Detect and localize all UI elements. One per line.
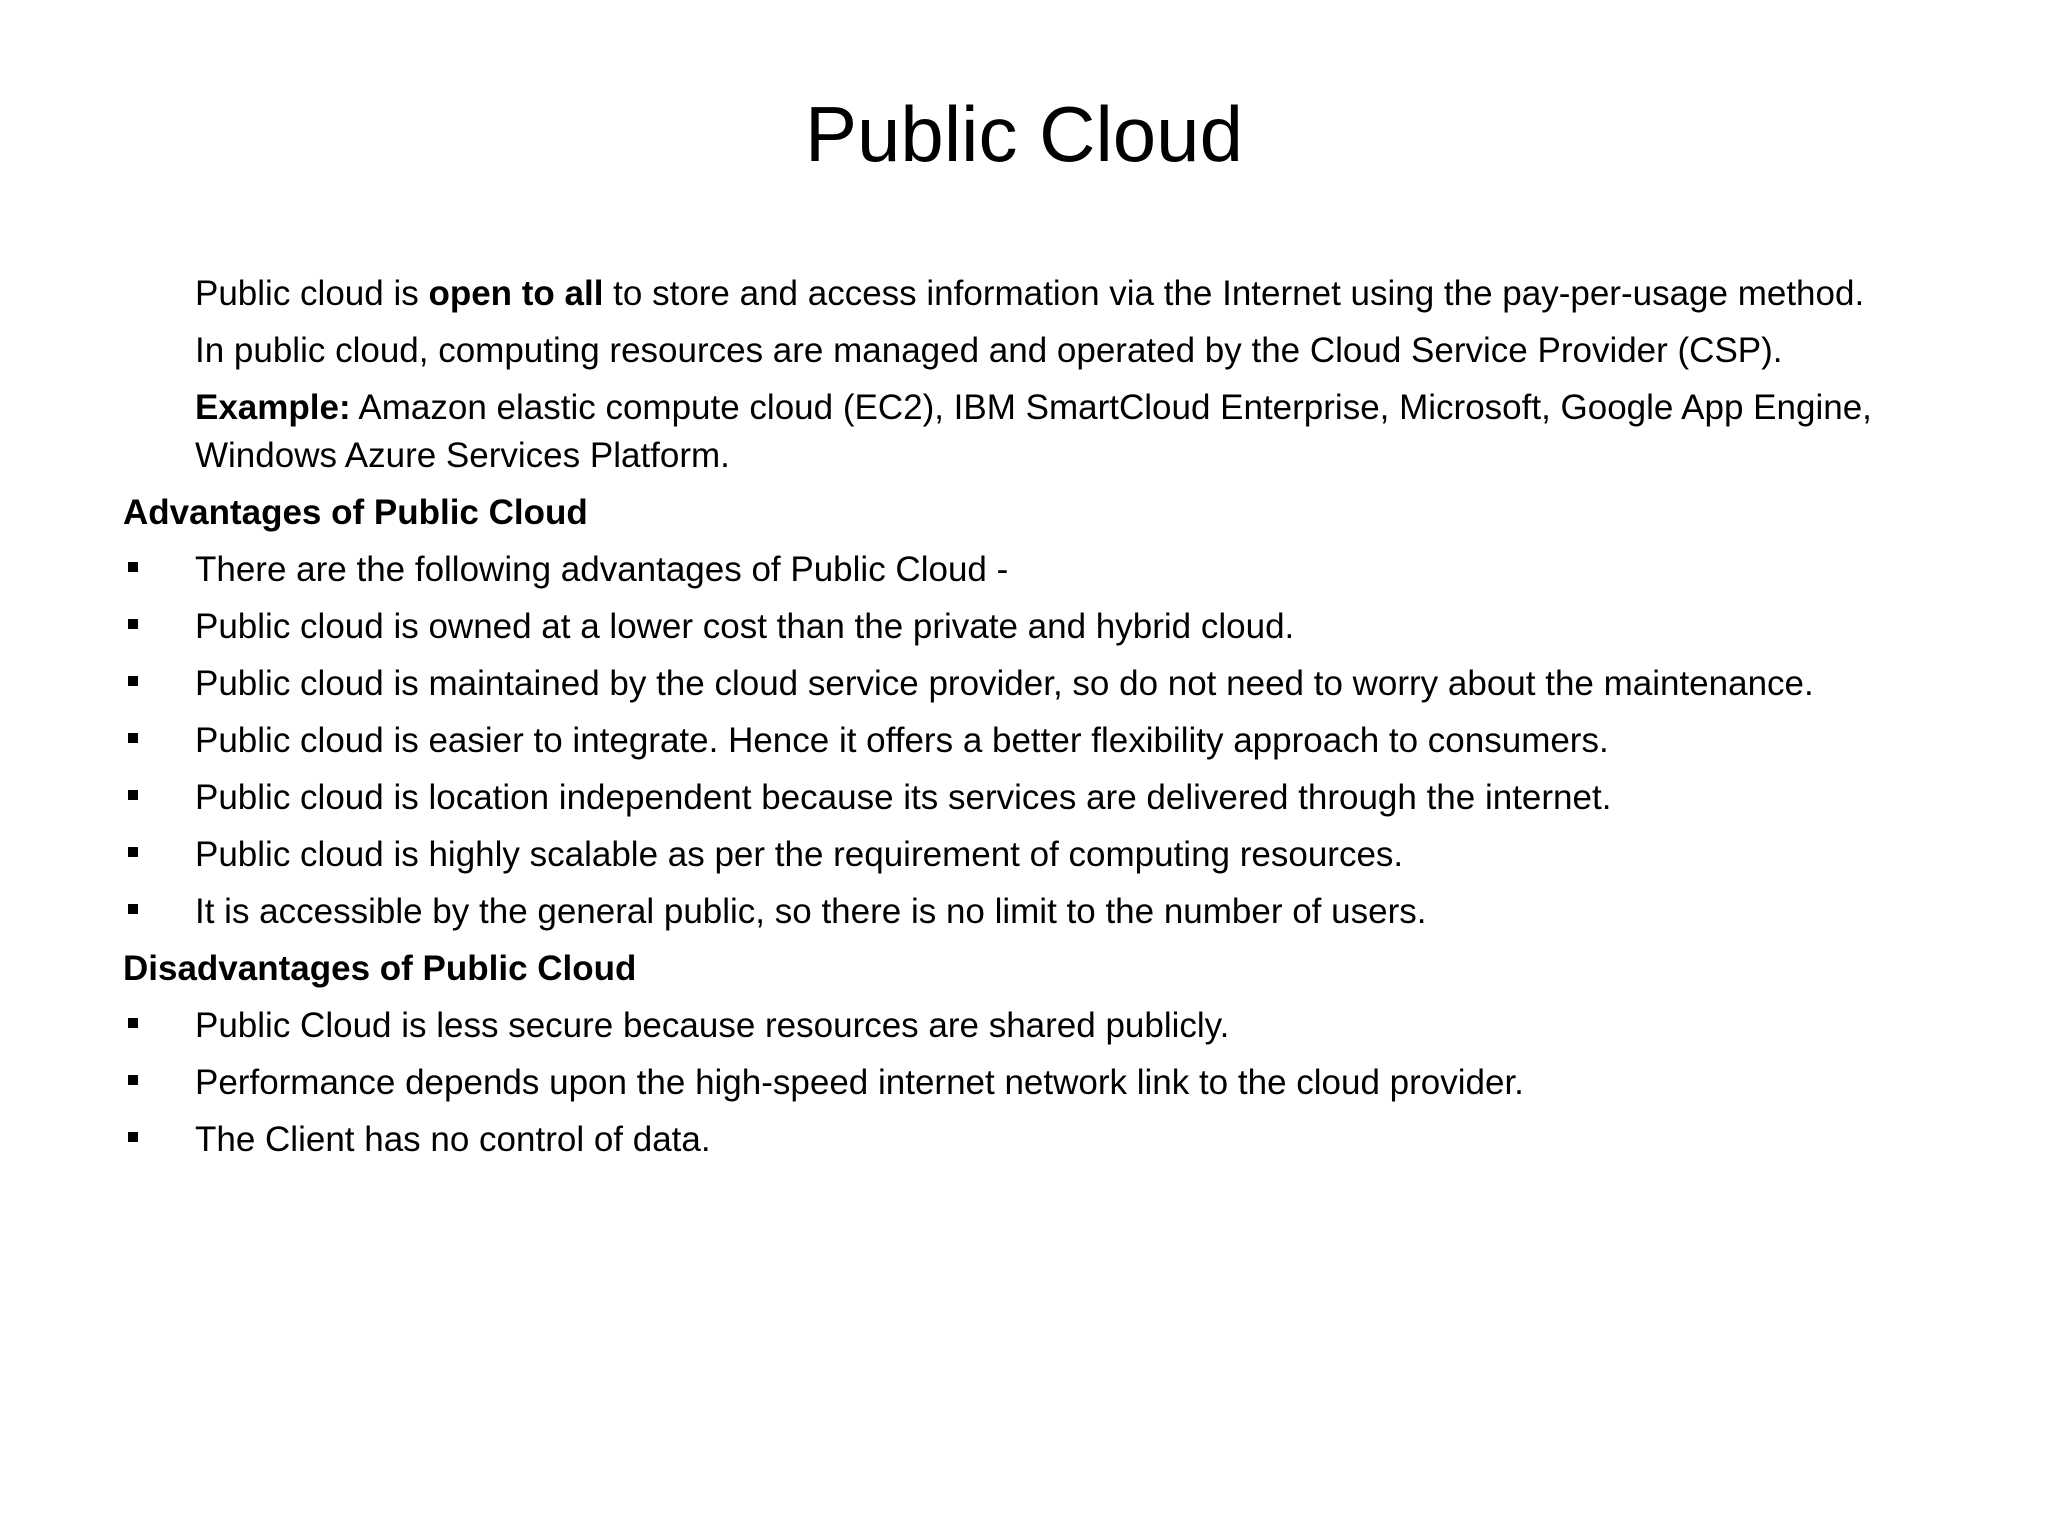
list-item	[123, 774, 1953, 822]
square-bullet-icon	[128, 676, 138, 686]
square-bullet-icon	[128, 1075, 138, 1085]
list-item-text: Public cloud is highly scalable as per the requirement of computing resources.	[195, 835, 1404, 874]
square-bullet-icon	[128, 1132, 138, 1142]
list-item	[123, 603, 1953, 651]
square-bullet-icon	[128, 619, 138, 629]
square-bullet-icon	[128, 1018, 138, 1028]
intro-paragraph-2	[195, 327, 1953, 375]
list-item-text: There are the following advantages of Public Cloud -	[195, 550, 1009, 589]
list-item-text: Public cloud is maintained by the cloud service provider, so do not need to worry about the maintenance.	[195, 664, 1814, 703]
list-item	[123, 546, 1953, 594]
list-item	[123, 1002, 1953, 1050]
list-item-text: The Client has no control of data.	[195, 1120, 711, 1159]
intro-paragraph-1	[195, 270, 1953, 318]
intro-paragraph-3	[195, 384, 1953, 480]
square-bullet-icon	[128, 847, 138, 857]
list-item-text: It is accessible by the general public, so there is no limit to the number of users.	[195, 892, 1427, 931]
advantages-heading: Advantages of Public Cloud	[123, 493, 588, 532]
list-item-text: Public cloud is easier to integrate. Hence it offers a better flexibility approach to consumers.	[195, 721, 1609, 760]
disadvantages-list	[123, 1002, 1953, 1164]
list-item-text: Public Cloud is less secure because resources are shared publicly.	[195, 1006, 1230, 1045]
list-item	[123, 888, 1953, 936]
intro-3-text: Amazon elastic compute cloud (EC2), IBM SmartCloud Enterprise, Microsoft, Google App Engine, Windows Azure Services Platform.	[195, 388, 1872, 475]
list-item-text: Public cloud is location independent because its services are delivered through the internet.	[195, 778, 1612, 817]
intro-1-bold: open to all	[428, 274, 604, 313]
list-item-text: Performance depends upon the high-speed internet network link to the cloud provider.	[195, 1063, 1524, 1102]
list-item	[123, 831, 1953, 879]
list-item	[123, 1116, 1953, 1164]
square-bullet-icon	[128, 904, 138, 914]
list-item	[123, 660, 1953, 708]
square-bullet-icon	[128, 790, 138, 800]
intro-1-text-before: Public cloud is	[195, 274, 429, 313]
slide-title: Public Cloud	[805, 90, 1243, 178]
list-item-text: Public cloud is owned at a lower cost than the private and hybrid cloud.	[195, 607, 1295, 646]
advantages-list	[123, 546, 1953, 936]
list-item	[123, 1059, 1953, 1107]
square-bullet-icon	[128, 562, 138, 572]
square-bullet-icon	[128, 733, 138, 743]
intro-3-bold: Example:	[195, 388, 351, 427]
intro-2-text: In public cloud, computing resources are managed and operated by the Cloud Service Provider (CSP).	[195, 331, 1783, 370]
disadvantages-heading: Disadvantages of Public Cloud	[123, 949, 637, 988]
list-item	[123, 717, 1953, 765]
intro-1-text-after: to store and access information via the Internet using the pay-per-usage method.	[603, 274, 1865, 313]
slide-content	[123, 270, 1953, 1173]
